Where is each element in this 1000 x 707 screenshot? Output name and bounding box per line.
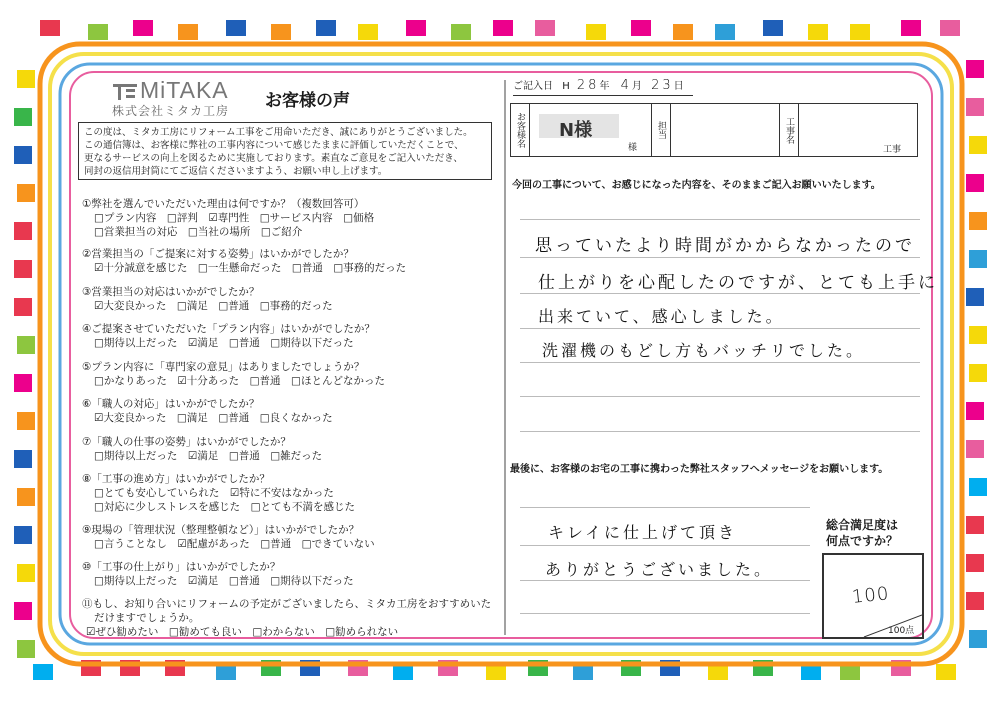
logo-icon: [112, 81, 138, 101]
question-4: ④ご提案させていただいた「プラン内容」はいかがでしたか？: [82, 323, 375, 335]
decor-square: [14, 374, 32, 392]
ruled-line: [520, 328, 920, 329]
decor-square: [966, 440, 984, 458]
question-3: ③営業担当の対応はいかがでしたか？: [82, 286, 260, 298]
impression-prompt: 今回の工事について、お感じになった内容を、そのままご記入お願いいたします。: [512, 180, 881, 191]
customer-name: N様: [559, 120, 593, 141]
decor-square: [936, 664, 956, 680]
answer-1-line-2: □営業担当の対応 □当社の場所 □ご紹介: [94, 226, 303, 238]
decor-square: [966, 402, 984, 420]
intro-line: この通信簿は、お客様に弊社の工事内容について感じたままに評価していただくことで、: [84, 140, 464, 151]
answer-4: □期待以上だった ☑満足 □普通 □期待以下だった: [94, 337, 354, 349]
decor-square: [17, 412, 35, 430]
page-title: お客様の声: [265, 91, 350, 111]
company-name: 株式会社ミタカ工房: [112, 104, 230, 118]
decor-square: [966, 60, 984, 78]
decor-square: [17, 488, 35, 506]
decor-square: [969, 250, 987, 268]
ruled-line: [520, 257, 920, 258]
date-year: 28: [576, 78, 600, 93]
decor-square: [586, 24, 606, 40]
question-11-cont: だけますでしょうか。: [94, 612, 200, 624]
decor-square: [901, 20, 921, 36]
decor-square: [969, 364, 987, 382]
question-11: ⑪もし、お知り合いにリフォームの予定がございましたら、ミタカ工房をおすすめいた: [82, 598, 492, 610]
date-month: 4: [620, 78, 632, 93]
intro-box: [78, 122, 492, 180]
customer-suffix: 様: [628, 143, 638, 153]
decor-square: [17, 564, 35, 582]
answer-7: □期待以上だった ☑満足 □普通 □雑だった: [94, 450, 323, 462]
decor-square: [178, 24, 198, 40]
answer-8-line-2: □対応に少しストレスを感じた □とても不満を感じた: [94, 501, 356, 513]
decor-square: [850, 24, 870, 40]
decor-square: [14, 108, 32, 126]
answer-8-line-1: □とても安心していられた ☑特に不安はなかった: [94, 487, 334, 499]
decor-square: [808, 24, 828, 40]
answer-2: ☑十分誠意を感じた □一生懸命だった □普通 □事務的だった: [94, 262, 407, 274]
impression-line-2: 仕上がりを心配したのですが、とても上手に: [538, 273, 938, 293]
decor-square: [316, 20, 336, 36]
impression-line-1: 思っていたより時間がかからなかったので: [535, 236, 915, 256]
question-9: ⑨現場の「管理状況（整理整頓など）」はいかがでしたか？: [82, 524, 360, 536]
date-row: [513, 78, 693, 96]
decor-square: [17, 184, 35, 202]
decor-square: [969, 212, 987, 230]
decor-square: [966, 554, 984, 572]
decor-square: [493, 20, 513, 36]
decor-square: [535, 20, 555, 36]
customer-label: お客様名: [511, 104, 530, 156]
ruled-line: [520, 219, 920, 220]
decor-square: [715, 24, 735, 40]
score-label-1: 総合満足度は: [826, 518, 899, 532]
impression-line-3: 出来ていて、感心しました。: [538, 307, 785, 326]
message-rule: [520, 613, 810, 614]
logo-text: MiTAKA: [140, 77, 229, 103]
ruled-line: [520, 396, 920, 397]
decor-square: [966, 288, 984, 306]
question-6: ⑥「職人の対応」はいかがでしたか？: [82, 398, 260, 410]
date-label: ご記入日: [513, 81, 553, 92]
decor-square: [17, 640, 35, 658]
decor-square: [14, 146, 32, 164]
message-rule: [520, 580, 810, 581]
date-era: H: [562, 81, 570, 92]
intro-line: 更なるサービスの向上を図るために実施しております。素直なご意見をご記入いただき、: [84, 153, 463, 164]
decor-square: [966, 516, 984, 534]
decor-square: [133, 20, 153, 36]
message-prompt: 最後に、お客様のお宅の工事に携わった弊社スタッフへメッセージをお願いします。: [510, 464, 889, 475]
decor-square: [33, 664, 53, 680]
decor-square: [14, 260, 32, 278]
ruled-line: [520, 293, 920, 294]
decor-square: [969, 630, 987, 648]
decor-square: [631, 20, 651, 36]
message-rule: [520, 545, 810, 546]
question-7: ⑦「職人の仕事の姿勢」はいかがでしたか？: [82, 436, 291, 448]
decor-square: [17, 336, 35, 354]
question-1: ①弊社を選んでいただいた理由は何ですか？（複数回答可）: [82, 198, 365, 210]
question-10: ⑩「工事の仕上がり」はいかがでしたか？: [82, 561, 281, 573]
decor-square: [451, 24, 471, 40]
decor-square: [358, 24, 378, 40]
impression-line-4: 洗濯機のもどし方もバッチリでした。: [542, 341, 866, 360]
score-value: 100: [851, 583, 891, 608]
month-unit: 月: [631, 81, 642, 92]
decor-square: [406, 20, 426, 36]
year-unit: 年: [599, 81, 610, 92]
ruled-line: [520, 362, 920, 363]
work-label: 工事名: [779, 104, 799, 156]
decor-square: [14, 298, 32, 316]
answer-10: □期待以上だった ☑満足 □普通 □期待以下だった: [94, 575, 354, 587]
question-8: ⑧「工事の進め方」はいかがでしたか？: [82, 473, 270, 485]
decor-square: [14, 526, 32, 544]
customer-info-table: [510, 103, 918, 157]
answer-9: □言うことなし ☑配慮があった □普通 □できていない: [94, 538, 375, 550]
decor-square: [966, 98, 984, 116]
decor-square: [969, 478, 987, 496]
decor-square: [17, 70, 35, 88]
decor-square: [763, 20, 783, 36]
intro-line: この度は、ミタカ工房にリフォーム工事をご用命いただき、誠にありがとうございました。: [84, 127, 473, 138]
score-max: 100点: [888, 626, 915, 636]
score-label-2: 何点ですか？: [826, 534, 899, 548]
answer-5: □かなりあった ☑十分あった □普通 □ほとんどなかった: [94, 375, 385, 387]
answer-6: ☑大変良かった □満足 □普通 □良くなかった: [94, 412, 333, 424]
decor-square: [14, 602, 32, 620]
decor-square: [966, 592, 984, 610]
question-2: ②営業担当の「ご提案に対する姿勢」はいかがでしたか？: [82, 248, 354, 260]
score-box: [822, 553, 924, 639]
staff-label: 担当: [651, 104, 671, 156]
date-day: 23: [651, 78, 674, 93]
decor-square: [40, 20, 60, 36]
decor-square: [969, 136, 987, 154]
decor-square: [271, 24, 291, 40]
question-5: ⑤プラン内容に「専門家の意見」はありましたでしょうか？: [82, 361, 365, 373]
work-suffix: 工事: [883, 145, 902, 155]
day-unit: 日: [673, 81, 684, 92]
message-line-1: キレイに仕上げて頂き: [548, 523, 738, 542]
decor-square: [14, 450, 32, 468]
decor-square: [14, 222, 32, 240]
message-line-2: ありがとうございました。: [545, 560, 774, 579]
answer-3: ☑大変良かった □満足 □普通 □事務的だった: [94, 300, 333, 312]
answer-1-line-1: □プラン内容 □評判 ☑専門性 □サービス内容 □価格: [94, 212, 375, 224]
answer-11: ☑ぜひ勧めたい □勧めても良い □わからない □勧められない: [86, 626, 399, 638]
decor-square: [969, 326, 987, 344]
message-rule: [520, 507, 810, 508]
intro-line: 同封の返信用封筒にてご返信くださいますよう、お願い申し上げます。: [84, 166, 388, 177]
decor-square: [226, 20, 246, 36]
decor-square: [940, 20, 960, 36]
decor-square: [966, 174, 984, 192]
decor-square: [88, 24, 108, 40]
decor-square: [673, 24, 693, 40]
ruled-line: [520, 431, 920, 432]
company-logo: [112, 77, 229, 119]
